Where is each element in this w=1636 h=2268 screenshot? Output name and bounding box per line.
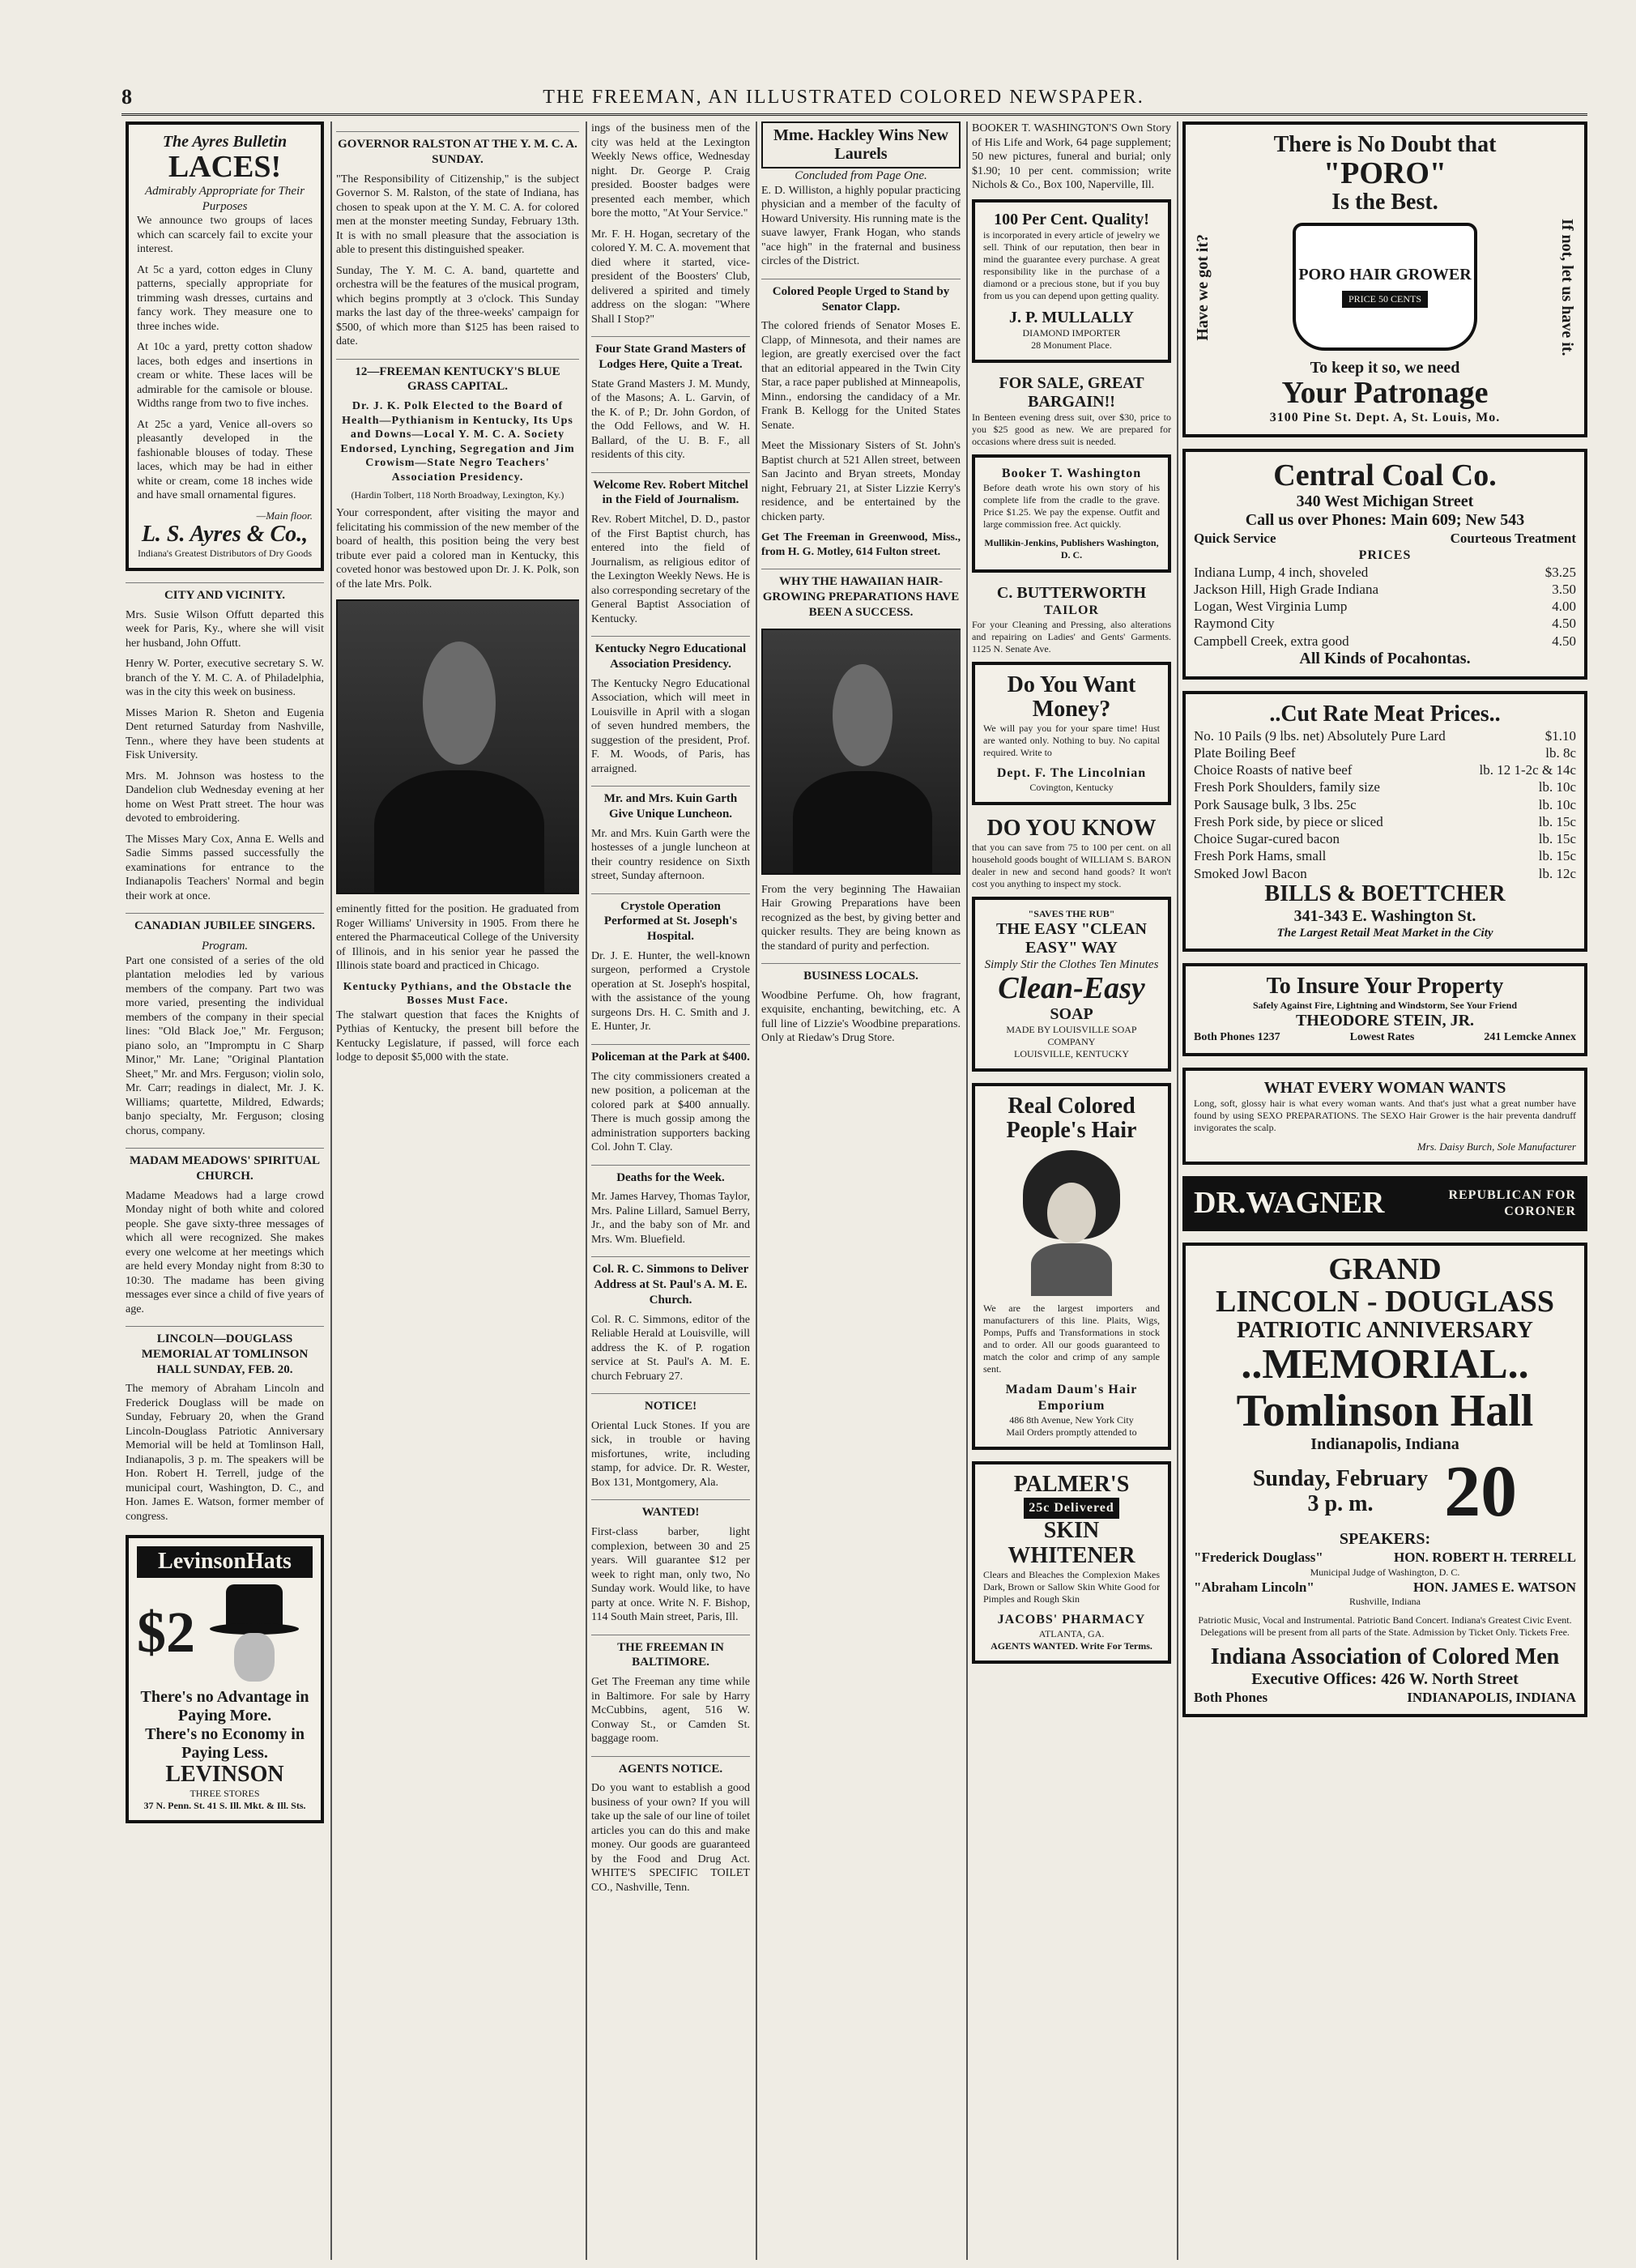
coal-prices-title: PRICES [1358, 548, 1412, 562]
woman-hair-icon [1011, 1150, 1132, 1296]
wanted-body: First-class barber, light complexion, between 30 and 25 years. Will guarantee $12 per week to right man, only two, No Sunday work. Would like, to have party at once. Write N. F. Bishop, 114 South Main street, Paris, Ill. [591, 1526, 750, 1623]
column-rule [966, 122, 968, 2260]
clean-easy-line: Simply Stir the Clothes Ten Minutes [984, 957, 1159, 971]
clean-easy-city: LOUISVILLE, KENTUCKY [1014, 1047, 1129, 1059]
jubilee-sub: Program. [201, 939, 249, 953]
levinson-line2: There's no Economy in Paying Less. [145, 1725, 305, 1763]
coal-addr: 340 West Michigan Street [1296, 492, 1474, 511]
agents-body: Do you want to establish a good business of your own? If you will take up the sale of our line of toilet articles you can do this and make money. Our goods are guaranteed by the Food and Drug Act. WHITE'S SPECIFIC TOILET CO., Nashville, Tenn. [591, 1782, 750, 1894]
memorial-grand: GRAND [1328, 1251, 1442, 1286]
poro-best: Is the Best. [1331, 189, 1438, 215]
hawaii-body: From the very beginning The Hawaiian Hair Growing Preparations have been recognized as the best, by giving better and quicker results. They are being known as the standard of purity and perfection. [761, 883, 961, 953]
locals-body: Woodbine Perfume. Oh, how fragrant, exquisite, enchanting, bewitching, etc. A full line of Lizzie's Woodbine preparations. Only at Riedaw's Drug Store. [761, 989, 961, 1045]
mullally-ad [972, 199, 1171, 363]
kentucky-title: 12—FREEMAN KENTUCKY'S BLUE GRASS CAPITAL. [336, 359, 579, 395]
poro-ifnot: If not, let us have it. [1558, 218, 1576, 356]
levinson-name: LEVINSON [165, 1762, 284, 1788]
notice-body: Oriental Luck Stones. If you are sick, in trouble or having misfortunes, write, including stamp, for advice. Dr. R. Wester, Box 131, Montgomery, Ala. [591, 1419, 750, 1489]
coal-ad [1182, 449, 1587, 679]
hackley-sub: Concluded from Page One. [795, 169, 927, 182]
poro-price: PRICE 50 CENTS [1342, 291, 1428, 308]
insure-name: THEODORE STEIN, JR. [1295, 1012, 1475, 1030]
insure-sub: Safely Against Fire, Lightning and Windstorm, See Your Friend [1252, 1000, 1518, 1012]
ayres-ad [126, 122, 324, 571]
bills-name: BILLS & BOETTCHER [1264, 880, 1506, 906]
memorial-speakers: SPEAKERS: [1339, 1530, 1431, 1549]
hair-body: We are the largest importers and manufacturers of this line. Plaits, Wigs, Pomps, Puffs and Transformations in stock and to order. All our goods guaranteed to match the color and crimp of any sample sent. [983, 1302, 1160, 1375]
mullally-name: J. P. MULLALLY [1008, 308, 1135, 326]
deaths-title: Deaths for the Week. [591, 1165, 750, 1186]
column-1 [126, 122, 324, 2260]
woman-title: WHAT EVERY WOMAN WANTS [1263, 1078, 1506, 1097]
palmer-brand: SKIN WHITENER [1008, 1517, 1135, 1568]
city-para: Mrs. M. Johnson was hostess to the Dandelion club Wednesday evening at her home on West Pratt street. The hour was devoted to embroidering. [126, 770, 324, 825]
ayres-title: The Ayres Bulletin [162, 133, 288, 151]
daum-hair-ad [972, 1083, 1171, 1451]
coal-price-row: Campbell Creek, extra good 4.50 [1194, 633, 1576, 649]
patron-addr: 3100 Pine St. Dept. A, St. Louis, Mo. [1269, 411, 1501, 425]
memorial-hall: Tomlinson Hall [1236, 1386, 1534, 1437]
meat-title: ..Cut Rate Meat Prices.. [1269, 701, 1501, 727]
police-title: Policeman at the Park at $400. [591, 1044, 750, 1065]
jubilee-title: CANADIAN JUBILEE SINGERS. [126, 913, 324, 934]
coal-right: Courteous Treatment [1450, 531, 1576, 547]
poro-jar-label: PORO HAIR GROWER [1298, 266, 1472, 284]
quality-body: is incorporated in every article of jewelry we sell. Think of our reputation, then bear in mind the guarantee every purchase. A great responsibility like in the purchase of a diamond or a precious stone, but if you buy from us you can depend upon getting quality. [983, 228, 1160, 301]
meat-ad [1182, 691, 1587, 953]
butterworth-name: C. BUTTERWORTH [996, 583, 1147, 602]
meadows-title: MADAM MEADOWS' SPIRITUAL CHURCH. [126, 1148, 324, 1184]
palmer-agents: AGENTS WANTED. Write For Terms. [991, 1639, 1152, 1652]
hawaiian-woman-photo [761, 629, 961, 875]
baltimore-body: Get The Freeman any time while in Baltimore. For sale by Harry McCubbins, agent, 516 W. Conway St., or Camden St. baggage room. [591, 1676, 750, 1745]
city-para: The Misses Mary Cox, Anna E. Wells and Sadie Simms passed successfully the examinations for entrance to the Indianapolis Teachers' Normal and begin their work at once. [126, 833, 324, 902]
wanted-title: WANTED! [591, 1499, 750, 1520]
memorial-ad [1182, 1243, 1587, 1717]
insure-ad [1182, 963, 1587, 1055]
grand-masters-title: Four State Grand Masters of Lodges Here, Quite a Treat. [591, 336, 750, 373]
column-3 [591, 122, 750, 2260]
column-6 [1182, 122, 1587, 2260]
baltimore-title: THE FREEMAN IN BALTIMORE. [591, 1635, 750, 1671]
column-rule [586, 122, 587, 2260]
bills-addr: 341-343 E. Washington St. [1293, 906, 1476, 925]
lexington-body: ings of the business men of the city was held at the Lexington Weekly News office, Wednesday night. Dr. George P. Craig presided. Booster badges were presented each member, which bore the motto, "At Your Service." [591, 122, 750, 220]
palmer-price: 25c Delivered [1024, 1498, 1119, 1519]
coal-phones: Call us over Phones: Main 609; New 543 [1245, 511, 1525, 530]
hat-icon [210, 1584, 299, 1682]
bargain-title: FOR SALE, GREAT BARGAIN!! [999, 373, 1144, 411]
booker-title: Booker T. Washington [1001, 466, 1142, 480]
column-rule [1177, 122, 1178, 2260]
memorial-assoc: Indiana Association of Colored Men [1210, 1643, 1560, 1669]
speaker1-sub: Municipal Judge of Washington, D. C. [1310, 1566, 1460, 1578]
meat-row: Fresh Pork side, by piece or sliced lb. 15c [1194, 813, 1576, 829]
memorial-indy: INDIANAPOLIS, INDIANA [1407, 1689, 1576, 1705]
palmer-body: Clears and Bleaches the Complexion Makes Dark, Brown or Sallow Skin White Good for Pimples and Rough Skin [983, 1568, 1160, 1605]
lincoln-memorial-body: The memory of Abraham Lincoln and Frederick Douglass will be made on Sunday, February 20, when the Grand Lincoln-Douglass Patriotic Anniversary Memorial will be held at Tomlinson Hall, Indianapolis, 3 p. m. The speakers will be Hon. Robert H. Terrell, judge of the municipal court, Washington, D. C., and Hon. James E. Watson, former member of congress. [126, 1383, 324, 1523]
page-number: 8 [121, 85, 132, 109]
memorial-time: 3 p. m. [1307, 1491, 1374, 1517]
bills-sub: The Largest Retail Meat Market in the City [1276, 926, 1493, 940]
insure-mid: Lowest Rates [1349, 1031, 1415, 1044]
ayres-body: At 10c a yard, pretty cotton shadow laces, both edges and insertions in cream or white. These laces will be admirable for the camisole or blouse. Widths range from two to five inches. [137, 341, 313, 411]
newspaper-title: THE FREEMAN, AN ILLUSTRATED COLORED NEWSPAPER. [543, 86, 1144, 108]
kuin-body: Mr. and Mrs. Kuin Garth were the hostesses of a jungle luncheon at their country residence on Sixth street, Sunday afternoon. [591, 827, 750, 882]
booker-ad [972, 454, 1171, 573]
coal-price-row: Jackson Hill, High Grade Indiana 3.50 [1194, 581, 1576, 597]
speaker1-role: "Frederick Douglass" [1194, 1550, 1323, 1566]
meat-row: No. 10 Pails (9 lbs. net) Absolutely Pure Lard $1.10 [1194, 727, 1576, 744]
booker-body: Before death wrote his own story of his complete life from the cradle to the grave. Price $1.25. We pay the expense. Outfit and large commission free. Act quickly. [983, 481, 1160, 530]
mullally-sub: DIAMOND IMPORTER [1022, 326, 1121, 339]
hackley-title: Mme. Hackley Wins New Laurels [761, 122, 961, 168]
column-rule [756, 122, 757, 2260]
city-para: Mrs. Susie Wilson Offutt departed this week for Paris, Ky., where she will visit her husband, John Offutt. [126, 608, 324, 650]
column-4 [761, 122, 961, 2260]
clean-easy-soap: SOAP [1050, 1004, 1093, 1023]
coal-left: Quick Service [1194, 531, 1276, 547]
welcome-body: Rev. Robert Mitchel, D. D., pastor of the First Baptist church, has entered into the field of Journalism, as religious editor of the Lexington Weekly News. He is also corresponding secretary of the General Baptist Association of Kentucky. [591, 514, 750, 625]
ayres-company: L. S. Ayres & Co., [141, 522, 309, 548]
memorial-date-num: 20 [1444, 1451, 1518, 1532]
levinson-ad [126, 1535, 324, 1823]
ralston-body: Sunday, The Y. M. C. A. band, quartette and orchestra will be the features of the musical program, which begins promptly at 3 o'clock. This Sunday marks the last day of the three-weeks' campaign for $500, of which more than $125 has been raised to date. [336, 264, 579, 347]
money-body: We will pay you for your spare time! Hust are wanted only. Nothing to buy. No capital required. Write to [983, 723, 1160, 759]
palmer-city: ATLANTA, GA. [1038, 1627, 1105, 1639]
hair-title: Real Colored People's Hair [1006, 1093, 1137, 1144]
wagner-name: DR.WAGNER [1194, 1185, 1385, 1220]
notice-title: NOTICE! [591, 1393, 750, 1414]
wagner-ad [1182, 1176, 1587, 1231]
butterworth-sub: TAILOR [1044, 603, 1099, 617]
meat-row: Fresh Pork Hams, small lb. 15c [1194, 848, 1576, 864]
agents-title: AGENTS NOTICE. [591, 1756, 750, 1777]
speaker2-name: HON. JAMES E. WATSON [1412, 1579, 1576, 1595]
memorial-patriotic: PATRIOTIC ANNIVERSARY [1237, 1317, 1533, 1343]
patron-big: Your Patronage [1281, 376, 1489, 411]
meat-row: Plate Boiling Beef lb. 8c [1194, 744, 1576, 761]
column-rule [330, 122, 332, 2260]
kentucky-byline: (Hardin Tolbert, 118 North Broadway, Lexington, Ky.) [351, 489, 565, 501]
poro-brand: "PORO" [1323, 156, 1446, 190]
meat-row: Fresh Pork Shoulders, family size lb. 10c [1194, 779, 1576, 795]
pythians-title: Kentucky Pythians, and the Obstacle the Bosses Must Face. [343, 980, 573, 1007]
money-city: Covington, Kentucky [1029, 782, 1114, 794]
poro-jar-icon [1293, 223, 1477, 351]
insure-left: Both Phones 1237 [1194, 1031, 1280, 1044]
meat-row: Choice Sugar-cured bacon lb. 15c [1194, 831, 1576, 847]
memorial-offices: Executive Offices: 426 W. North Street [1251, 1669, 1519, 1688]
clean-easy-title: THE EASY "CLEAN EASY" WAY [996, 919, 1147, 957]
poro-ad [1182, 122, 1587, 437]
column-5 [972, 122, 1171, 2260]
quality-title: 100 Per Cent. Quality! [994, 210, 1149, 228]
city-para: Henry W. Porter, executive secretary S. W. branch of the Y. M. C. A. of Philadelphia, was in the city this week on business. [126, 658, 324, 699]
coal-price-row: Logan, West Virginia Lump 4.00 [1194, 599, 1576, 615]
coal-foot: All Kinds of Pocahontas. [1299, 649, 1471, 667]
welcome-title: Welcome Rev. Robert Mitchel in the Field of Journalism. [591, 472, 750, 509]
ayres-body: At 25c a yard, Venice all-overs so pleasantly developed in the fashionable blouses of today. These laces, which may be had in either white or cream, come 18 inches wide and have small ornamental figures. [137, 418, 313, 502]
clean-easy-tag: "SAVES THE RUB" [1028, 907, 1115, 919]
clean-easy-brand: Clean-Easy [998, 970, 1145, 1005]
know-title: DO YOU KNOW [986, 816, 1157, 842]
booker-publisher: Mullikin-Jenkins, Publishers Washington, D. C. [984, 536, 1159, 561]
wagner-sub: REPUBLICAN FOR CORONER [1448, 1187, 1576, 1218]
ayres-sub: Admirably Appropriate for Their Purposes [144, 184, 305, 213]
simmons-title: Col. R. C. Simmons to Deliver Address at St. Paul's A. M. E. Church. [591, 1256, 750, 1307]
kuin-title: Mr. and Mrs. Kuin Garth Give Unique Luncheon. [591, 786, 750, 822]
mullally-addr: 28 Monument Place. [1031, 339, 1112, 351]
woman-sig: Mrs. Daisy Burch, Sole Manufacturer [1417, 1140, 1576, 1153]
levinson-title: LevinsonHats [137, 1546, 313, 1578]
jubilee-body: Part one consisted of a series of the old plantation melodies led by various members of the company. Part two was more varied, presenting the individual members of the company in their special lines: "Old Black Joe," Mr. Ferguson; piano solo, an "Impromptu in C Sharp Minor," Mr. Lane; "Original Plantation Sheet," Mr. and Mrs. Ferguson; violin solo, Mr. Carr; readings in dialect, Mr. J. K. Williams; quartette, Mildred, Edwards; banjo specialty, Mr. Ferguson; closing chorus, company. [126, 954, 324, 1137]
ralston-body: "The Responsibility of Citizenship," is the subject Governor S. M. Ralston, of the state of Indiana, has chosen to speak upon at the Y. M. C. A. for colored men at the monster meeting Sunday, February 13th. It is with no small pleasure that the association is able to present this distinguished speaker. [336, 173, 579, 256]
clapp-title: Colored People Urged to Stand by Senator Clapp. [761, 279, 961, 315]
ayres-sig: —Main floor. [256, 509, 313, 522]
memorial-title: ..MEMORIAL.. [1241, 1341, 1529, 1388]
clean-easy-ad [972, 897, 1171, 1072]
crystole-title: Crystole Operation Performed at St. Joseph's Hospital. [591, 893, 750, 944]
grand-masters-body: State Grand Masters J. M. Mundy, of the Masons; A. L. Garvin, of the K. of P.; Dr. John Gordon, of the Odd Fellows, and W. H. Ballard, of the U. B. F., all residents of this city. [591, 377, 750, 461]
palmer-title: PALMER'S [1013, 1472, 1130, 1498]
hackley-body: E. D. Williston, a highly popular practicing physician and a member of the faculty of Howard University. His running mate is the suave lawyer, Frank Hogan, who stands "ace high" in the fraternal and business circles of the District. [761, 184, 961, 268]
meadows-body: Madame Meadows had a large crowd Monday night of both white and colored people. She gave sixty-three messages of which all were recognized. She makes every one welcome at her meetings which are held every Monday night from 8:30 to 10:30. The madame has been giving messages ever since a child of five years of age. [126, 1189, 324, 1315]
bargain-body: In Benteen evening dress suit, over $30, price to you $25 good as new. We are prepared for occasions where dress suit is needed. [972, 411, 1171, 447]
levinson-addr: 37 N. Penn. St. 41 S. Ill. Mkt. & Ill. Sts. [143, 1800, 306, 1812]
city-para: Misses Marion R. Sheton and Eugenia Dent returned Saturday from Nashville, Tenn., where they have been students at Fisk University. [126, 706, 324, 762]
coal-price-row: Raymond City 4.50 [1194, 616, 1576, 632]
washington-body: BOOKER T. WASHINGTON'S Own Story of His Life and Work, 64 page supplement; 50 new pictures, funeral and burial; only $1.90; 10 per cent. commission; write Nichols & Co., Box 100, Naperville, Ill. [972, 122, 1171, 191]
column-2 [336, 122, 579, 2260]
speaker2-role: "Abraham Lincoln" [1194, 1579, 1314, 1595]
levinson-stores: THREE STORES [190, 1788, 260, 1800]
speaker1-name: HON. ROBERT H. TERRELL [1393, 1550, 1576, 1566]
meat-row: Smoked Jowl Bacon lb. 12c [1194, 865, 1576, 881]
portrait-photo [336, 599, 579, 894]
ayres-body: We announce two groups of laces which can scarcely fail to excite your interest. [137, 215, 313, 256]
coal-title: Central Coal Co. [1273, 458, 1497, 493]
lincoln-memorial-title: LINCOLN—DOUGLASS MEMORIAL AT TOMLINSON HALL SUNDAY, FEB. 20. [126, 1326, 324, 1377]
mission-body: Meet the Missionary Sisters of St. John's Baptist church at 521 Allen street, between San Jacinto and Bryan streets, Monday night, February 21, at Sister Lizzie Kerry's residence, and be entertained by the chicken party. [761, 440, 961, 523]
money-title: Do You Want Money? [1007, 671, 1136, 723]
clapp-body: The colored friends of Senator Moses E. Clapp, of Minnesota, and their names are legion, are greatly exercised over the fact that an editorial appeared in the Twin City Star, a race paper published at Minneapolis, Minn., endorsing the candidacy of a Mr. Frank B. Kellogg for the United States Senate. [761, 320, 961, 432]
crystole-body: Dr. J. E. Hunter, the well-known surgeon, performed a Crystole operation at St. Joseph's hospital, with the assistance of the young surgeons Drs. H. C. Smith and J. E. Hunter, Jr. [591, 949, 750, 1034]
ayres-body: At 5c a yard, cotton edges in Cluny patterns, specially appropriate for trimming wash dresses, curtains and fancy work. They measure one to three inches wide. [137, 263, 313, 333]
kentucky-sub: Dr. J. K. Polk Elected to the Board of Health—Pythianism in Kentucky, Its Ups and Downs—Local Y. M. C. A. Society Endorsed, Lynching, Segregation and Jim Crowism—State Negro Teachers' Association Presidency. [340, 400, 575, 484]
know-body: that you can save from 75 to 100 per cent. on all household goods bought of WILLIAM S. BARON dealer in new and second hand goods? It won't cost you anything to inspect my stock. [972, 841, 1171, 889]
ayres-company-sub: Indiana's Greatest Distributors of Dry Goods [137, 547, 313, 559]
patron-title: To keep it so, we need [1310, 359, 1460, 377]
deaths-body: Mr. James Harvey, Thomas Taylor, Mrs. Paline Lillard, Samuel Berry, Jr., and the baby son of Mr. and Mrs. Wm. Bluefield. [591, 1191, 750, 1246]
teachers-body: The Kentucky Negro Educational Association, which will meet in Louisville in April with a slogan of seven hundred members, the suggestion of the president, Prof. F. M. Woods, of Paris, has arraigned. [591, 677, 750, 775]
poro-have: Have we got it? [1194, 233, 1212, 341]
levinson-line1: There's no Advantage in Paying More. [140, 1688, 309, 1725]
pythians-body: The stalwart question that faces the Knights of Pythias of Kentucky, the present bill before the Kentucky Legislature, if passed, will force each lodge to deposit $5,000 with the state. [336, 1008, 579, 1064]
kentucky-body: eminently fitted for the position. He graduated from Roger Williams' University in 1905. From there he entered the Pharmaceutical College of the University of Illinois, and in his senior year he passed the Illinois state board and practiced in Chicago. [336, 903, 579, 972]
memorial-city: Indianapolis, Indiana [1310, 1435, 1459, 1453]
money-dept: Dept. F. The Lincolnian [996, 766, 1147, 781]
levinson-price: $2 [137, 1600, 195, 1665]
memorial-date: Sunday, February [1252, 1466, 1429, 1492]
page-header [121, 81, 1587, 116]
daum-name: Madam Daum's Hair Emporium [1005, 1383, 1138, 1413]
memorial-phones: Both Phones [1194, 1689, 1268, 1705]
coal-price-row: Indiana Lump, 4 inch, shoveled $3.25 [1194, 564, 1576, 580]
insure-title: To Insure Your Property [1266, 974, 1504, 1000]
woman-body: Long, soft, glossy hair is what every woman wants. And that's just what a great number have found by using SEXO PREPARATIONS. The SEXO Hair Grower is the hair preventa dandruff invigorates the scalp. [1194, 1097, 1576, 1133]
police-body: The city commissioners created a new position, a policeman at the colored park at $400 annually. There is much gossip among the administration supporters backing Col. John T. Clay. [591, 1070, 750, 1153]
city-title: CITY AND VICINITY. [126, 582, 324, 603]
ralston-title: GOVERNOR RALSTON AT THE Y. M. C. A. SUNDAY. [336, 131, 579, 168]
palmer-drug: JACOBS' PHARMACY [997, 1612, 1146, 1626]
hogan-body: Mr. F. H. Hogan, secretary of the colored Y. M. C. A. movement that died where it started, vice-president of the Boosters' Club, delivered a spirited and timely address on the slogan: "Where Shall I Stop?" [591, 228, 750, 326]
sexo-ad [1182, 1068, 1587, 1165]
poro-title: There is No Doubt that [1273, 132, 1497, 157]
clean-easy-maker: MADE BY LOUISVILLE SOAP COMPANY [1006, 1023, 1137, 1047]
kentucky-body: Your correspondent, after visiting the mayor and felicitating his commission of the new member of the board of health, this position being the very best tribute ever paid a colored man in Kentucky, this coveted honor was bestowed upon Dr. J. K. Polk, son of the late Mrs. Polk. [336, 507, 579, 590]
daum-mail: Mail Orders promptly attended to [1006, 1426, 1137, 1439]
meat-row: Pork Sausage bulk, 3 lbs. 25c lb. 10c [1194, 796, 1576, 812]
teachers-title: Kentucky Negro Educational Association Presidency. [591, 636, 750, 672]
hawaii-title: WHY THE HAWAIIAN HAIR-GROWING PREPARATIONS HAVE BEEN A SUCCESS. [761, 569, 961, 620]
memorial-program: Patriotic Music, Vocal and Instrumental. Patriotic Band Concert. Indiana's Greatest Civic Event. Delegations will be present from all parts of the State. Admission by Ticket Only. Tickets Free. [1198, 1614, 1572, 1638]
money-ad [972, 662, 1171, 806]
palmer-ad [972, 1461, 1171, 1663]
insure-right: 241 Lemcke Annex [1484, 1031, 1576, 1044]
ayres-headline: LACES! [168, 150, 282, 184]
meat-row: Choice Roasts of native beef lb. 12 1-2c & 14c [1194, 762, 1576, 778]
butterworth-body: For your Cleaning and Pressing, also alterations and repairing on Ladies' and Gents' Garments. 1125 N. Senate Ave. [972, 618, 1171, 654]
simmons-body: Col. R. C. Simmons, editor of the Reliable Herald at Louisville, will address the K. of P. rogation service at St. Paul's A. M. E. church February 27. [591, 1313, 750, 1383]
daum-addr: 486 8th Avenue, New York City [1009, 1414, 1134, 1426]
speaker2-sub: Rushville, Indiana [1349, 1595, 1421, 1607]
memorial-ld: LINCOLN - DOUGLASS [1215, 1284, 1555, 1319]
locals-title: BUSINESS LOCALS. [761, 963, 961, 984]
greenwood-body: Get The Freeman in Greenwood, Miss., from H. G. Motley, 614 Fulton street. [761, 531, 961, 558]
